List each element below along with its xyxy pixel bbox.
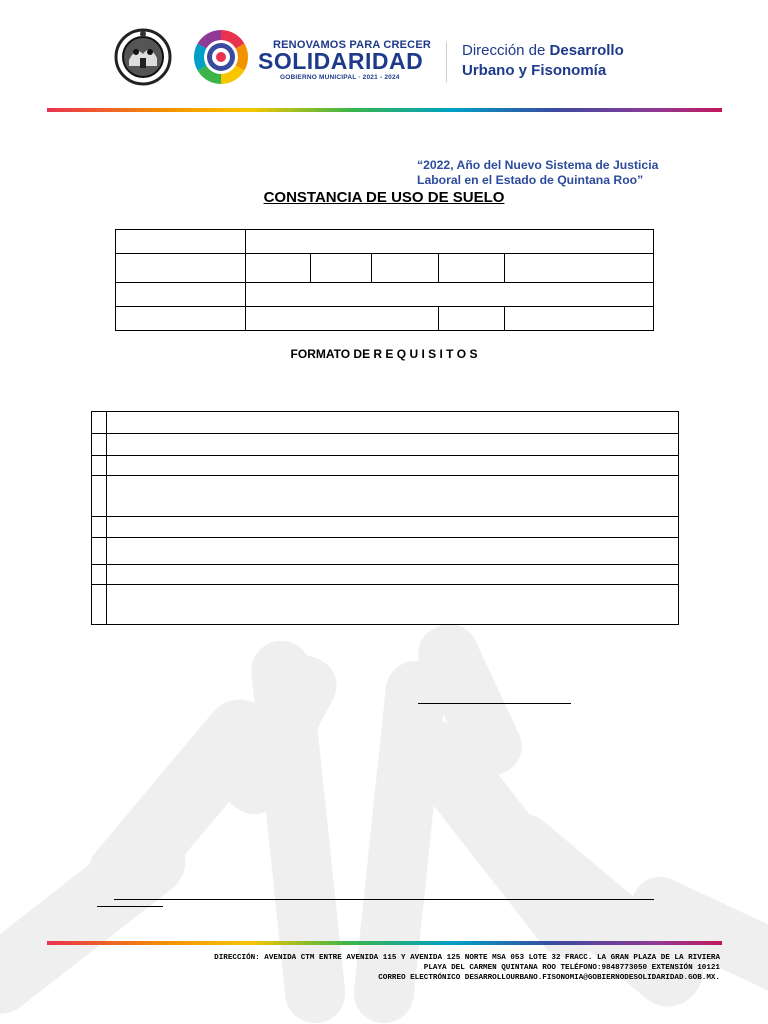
requirement-text-cell	[107, 456, 679, 476]
note-line-continuation	[97, 906, 163, 907]
year-slogan	[417, 158, 658, 188]
solidaridad-logo-icon	[192, 28, 250, 86]
requirement-text-cell	[107, 412, 679, 434]
info-label-cell	[116, 283, 246, 307]
note-line	[114, 899, 654, 900]
footer-contact	[214, 953, 720, 983]
brand-name: SOLIDARIDAD	[258, 48, 424, 74]
requirement-check-cell[interactable]	[92, 517, 107, 538]
document-title: CONSTANCIA DE USO DE SUELO	[263, 189, 505, 206]
footer-rainbow-bar	[47, 941, 722, 945]
info-field-cell[interactable]	[246, 230, 654, 254]
requirement-text-cell	[107, 434, 679, 456]
requirement-check-cell[interactable]	[92, 565, 107, 585]
department-bold: Desarrollo	[549, 42, 624, 59]
info-field-cell[interactable]	[246, 307, 439, 331]
header-divider	[446, 42, 447, 82]
requirement-check-cell[interactable]	[92, 585, 107, 625]
requirement-text-cell	[107, 476, 679, 517]
footer-phone: PLAYA DEL CARMEN QUINTANA ROO TELÉFONO:9848773050 EXTENSIÓN 10121	[423, 964, 720, 972]
slogan-line1: “2022, Año del Nuevo Sistema de Justicia	[417, 158, 659, 172]
info-field-cell[interactable]	[505, 254, 654, 283]
info-field-cell[interactable]	[246, 283, 654, 307]
info-label-cell	[116, 230, 246, 254]
footer-email: CORREO ELECTRÓNICO DESARROLLOURBANO.FISONOMIA@GOBIERNODESOLIDARIDAD.GOB.MX.	[378, 974, 720, 982]
requirement-check-cell[interactable]	[92, 476, 107, 517]
info-label-cell	[116, 254, 246, 283]
info-field-cell[interactable]	[439, 254, 505, 283]
municipal-seal-icon	[114, 28, 172, 86]
applicant-info-table	[115, 229, 654, 331]
slogan-line2: Laboral en el Estado de Quintana Roo”	[417, 173, 644, 187]
requirement-text-cell	[107, 538, 679, 565]
info-field-cell[interactable]	[505, 307, 654, 331]
department-line1	[462, 42, 624, 59]
info-field-cell[interactable]	[246, 254, 311, 283]
signature-line	[418, 703, 571, 704]
requirement-text-cell	[107, 565, 679, 585]
requirement-check-cell[interactable]	[92, 434, 107, 456]
requirement-check-cell[interactable]	[92, 456, 107, 476]
requirements-heading: FORMATO DE R E Q U I S I T O S	[290, 347, 478, 361]
department-prefix: Dirección de	[462, 42, 546, 59]
requirements-table	[91, 411, 679, 625]
government-period: GOBIERNO MUNICIPAL · 2021 - 2024	[280, 74, 400, 81]
info-label-cell	[116, 307, 246, 331]
requirement-text-cell	[107, 517, 679, 538]
campaign-tagline: RENOVAMOS PARA CRECER	[273, 39, 432, 51]
header-rainbow-bar	[47, 108, 722, 112]
department-line2: Urbano y Fisonomía	[462, 62, 607, 79]
requirement-check-cell[interactable]	[92, 412, 107, 434]
info-field-cell[interactable]	[311, 254, 372, 283]
requirement-text-cell	[107, 585, 679, 625]
info-field-cell[interactable]	[372, 254, 439, 283]
info-label-cell	[439, 307, 505, 331]
footer-address: DIRECCIÓN: AVENIDA CTM ENTRE AVENIDA 115 Y AVENIDA 125 NORTE MSA 053 LOTE 32 FRACC. LA GRAN PLAZA DE LA RIVIERA	[214, 954, 720, 962]
requirement-check-cell[interactable]	[92, 538, 107, 565]
